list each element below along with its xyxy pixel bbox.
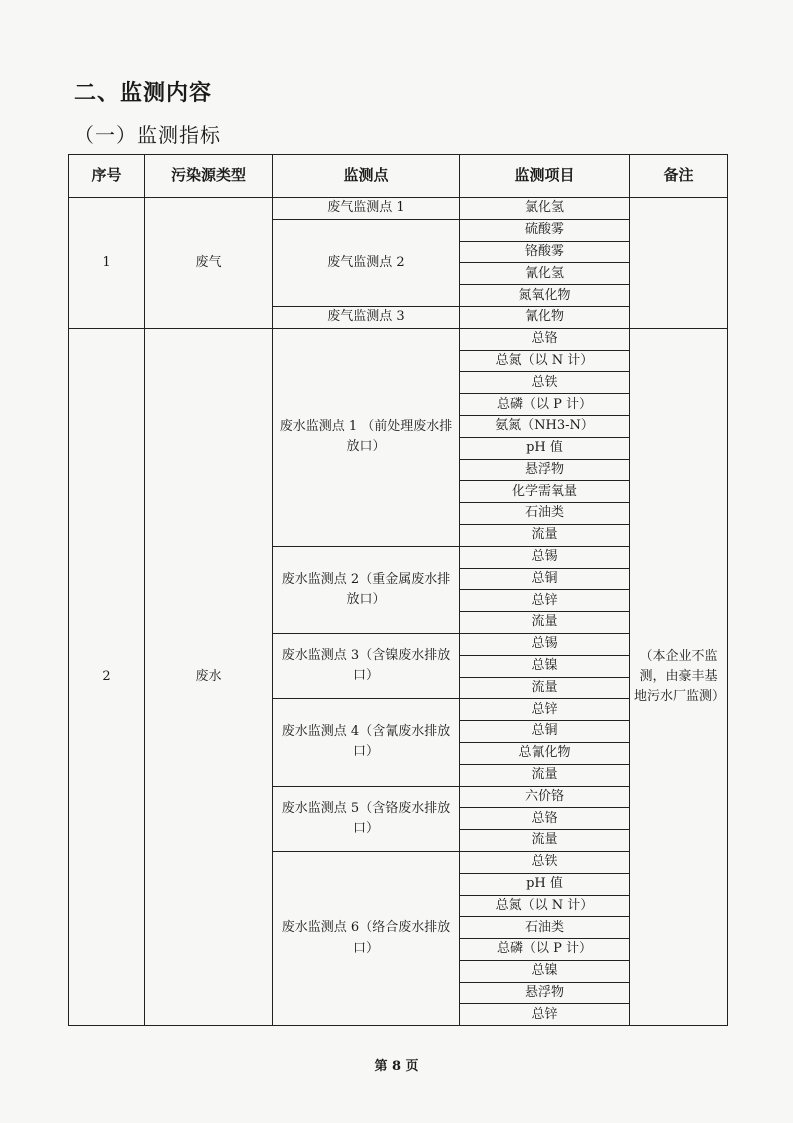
row-number: 2	[69, 328, 145, 1026]
monitoring-item: 总锡	[460, 546, 630, 568]
monitoring-item: 流量	[460, 612, 630, 634]
monitoring-item: 总氮（以 N 计）	[460, 350, 630, 372]
remark: （本企业不监测，由豪丰基地污水厂监测）	[630, 328, 728, 1026]
monitoring-item: 总镍	[460, 960, 630, 982]
section-heading: 二、监测内容	[74, 81, 213, 106]
table-row	[69, 328, 728, 350]
remark	[630, 198, 728, 329]
monitoring-point: 废水监测点 5（含铬废水排放口）	[273, 786, 460, 851]
monitoring-point: 废水监测点 1 （前处理废水排放口）	[273, 328, 460, 546]
monitoring-item: 总氮（以 N 计）	[460, 895, 630, 917]
monitoring-item: 悬浮物	[460, 459, 630, 481]
monitoring-item: pH 值	[460, 437, 630, 459]
monitoring-item: 六价铬	[460, 786, 630, 808]
monitoring-indicators-table	[68, 154, 728, 1026]
monitoring-item: 化学需氧量	[460, 481, 630, 503]
monitoring-item: 总铬	[460, 328, 630, 350]
monitoring-item: 总锌	[460, 699, 630, 721]
pollution-source-type: 废气	[145, 198, 273, 329]
monitoring-point: 废水监测点 4（含氰废水排放口）	[273, 699, 460, 786]
monitoring-item: 氰化物	[460, 306, 630, 328]
monitoring-item: 总锡	[460, 633, 630, 655]
header-point: 监测点	[273, 155, 460, 198]
header-source-type: 污染源类型	[145, 155, 273, 198]
table-row	[69, 198, 728, 220]
monitoring-point: 废气监测点 3	[273, 306, 460, 328]
page-number: 第 8 页	[374, 1059, 419, 1074]
header-no: 序号	[69, 155, 145, 198]
pollution-source-type: 废水	[145, 328, 273, 1026]
monitoring-item: 石油类	[460, 917, 630, 939]
monitoring-item: 总铁	[460, 372, 630, 394]
monitoring-item: pH 值	[460, 873, 630, 895]
monitoring-item: 总锌	[460, 590, 630, 612]
monitoring-point: 废水监测点 6（络合废水排放口）	[273, 851, 460, 1025]
row-number: 1	[69, 198, 145, 329]
monitoring-point: 废水监测点 2（重金属废水排放口）	[273, 546, 460, 633]
header-item: 监测项目	[460, 155, 630, 198]
monitoring-item: 总氰化物	[460, 742, 630, 764]
monitoring-item: 氨氮（NH3-N）	[460, 415, 630, 437]
monitoring-item: 氯化氢	[460, 198, 630, 220]
subsection-heading: （一）监测指标	[74, 123, 221, 147]
monitoring-item: 硫酸雾	[460, 219, 630, 241]
monitoring-item: 总锌	[460, 1004, 630, 1026]
monitoring-item: 总铁	[460, 851, 630, 873]
monitoring-item: 流量	[460, 677, 630, 699]
monitoring-item: 氮氧化物	[460, 285, 630, 307]
monitoring-item: 流量	[460, 830, 630, 852]
monitoring-item: 总铜	[460, 568, 630, 590]
monitoring-item: 氰化氢	[460, 263, 630, 285]
monitoring-point: 废水监测点 3（含镍废水排放口）	[273, 633, 460, 698]
monitoring-item: 流量	[460, 764, 630, 786]
monitoring-item: 总铜	[460, 721, 630, 743]
monitoring-item: 总铬	[460, 808, 630, 830]
monitoring-point: 废气监测点 2	[273, 219, 460, 306]
monitoring-item: 石油类	[460, 503, 630, 525]
header-remark: 备注	[630, 155, 728, 198]
monitoring-item: 悬浮物	[460, 982, 630, 1004]
monitoring-item: 铬酸雾	[460, 241, 630, 263]
monitoring-item: 总磷（以 P 计）	[460, 939, 630, 961]
monitoring-item: 总磷（以 P 计）	[460, 394, 630, 416]
monitoring-point: 废气监测点 1	[273, 198, 460, 220]
monitoring-item: 总镍	[460, 655, 630, 677]
monitoring-item: 流量	[460, 524, 630, 546]
table-header-row	[69, 155, 728, 198]
